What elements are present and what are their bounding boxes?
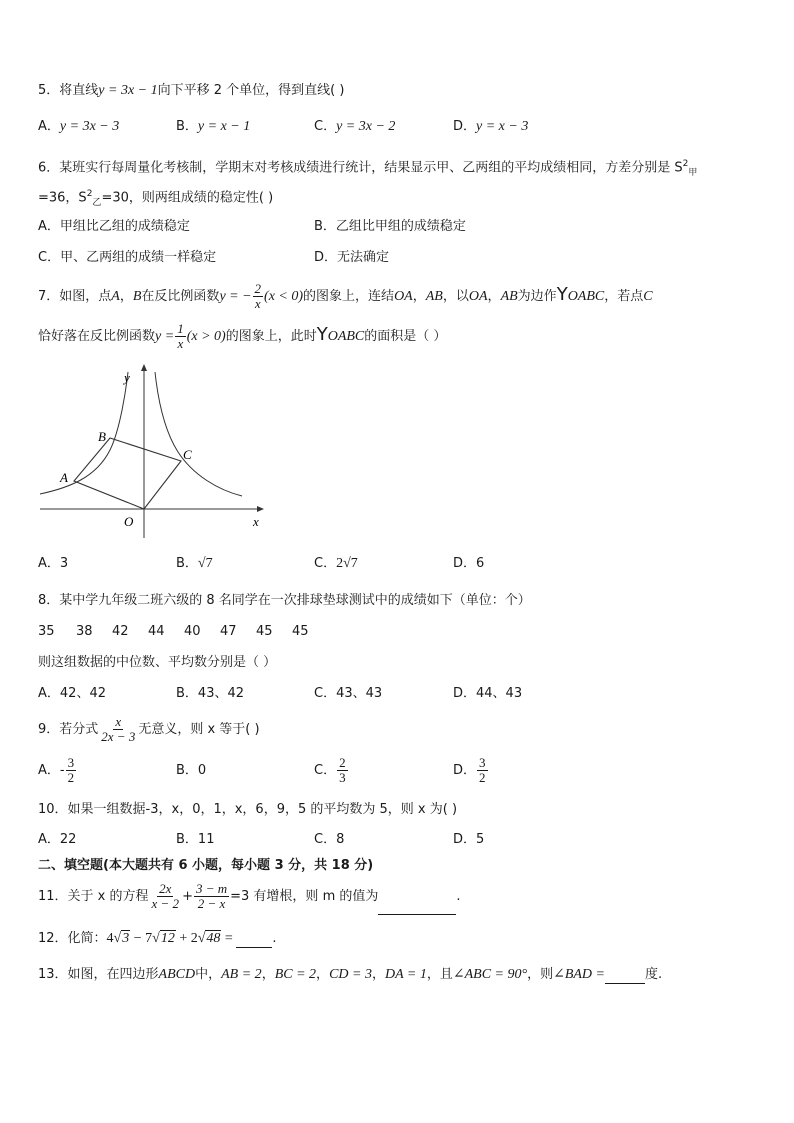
q8-scores: 35 38 42 44 40 47 45 45 xyxy=(38,624,309,639)
q7-option-c: C．2√7 xyxy=(314,556,358,571)
label-b: B xyxy=(98,429,106,444)
q6-sub1: 甲 xyxy=(688,167,698,178)
parallelogram-symbol-2: Y xyxy=(316,324,328,345)
label-a: A xyxy=(60,470,68,485)
q13-answer-blank[interactable] xyxy=(605,969,645,984)
q5-option-d: D．y = x − 3 xyxy=(453,119,529,134)
q8-option-a: A．42、42 xyxy=(38,686,106,701)
q5-line-eq: y = 3x − 1 xyxy=(98,83,158,98)
label-c: C xyxy=(183,447,192,462)
q11-answer-blank[interactable] xyxy=(378,900,456,915)
q7-fraction-1: $\frac{2}{x}$ xyxy=(254,281,262,311)
q6-option-c: C．甲、乙两组的成绩一样稳定 xyxy=(38,250,217,265)
label-y: y xyxy=(124,370,130,385)
q6-l2-suffix: =30，则两组成绩的稳定性( ) xyxy=(101,190,274,206)
q8-stem: 8．某中学九年级二班六级的 8 名同学在一次排球垫球测试中的成绩如下（单位：个） xyxy=(38,593,531,608)
q6-option-b: B．乙组比甲组的成绩稳定 xyxy=(314,219,466,234)
q9-stem: 9．若分式 $\frac{x}{2x - 3}$ 无意义，则 x 等于( ) xyxy=(38,714,260,744)
q7-figure xyxy=(38,360,278,540)
q6-stem-line1 xyxy=(38,155,697,182)
q10-stem: 10．如果一组数据-3，x，0，1，x，6，9，5 的平均数为 5，则 x 为( ) xyxy=(38,802,458,817)
q9-option-d: D． $\frac{3}{2}$ xyxy=(453,755,486,785)
q8-question: 则这组数据的中位数、平均数分别是（ ） xyxy=(38,655,277,670)
x-axis-arrow xyxy=(257,506,264,512)
q5-option-c: C．y = 3x − 2 xyxy=(314,119,396,134)
q9-fraction: $\frac{x}{2x - 3}$ xyxy=(101,714,136,744)
q7-fraction-2: $\frac{1}{x}$ xyxy=(177,321,184,351)
q6-sup1: 2 xyxy=(682,159,689,169)
q7-stem-line1: 7．如图，点A，B在反比例函数y = − $\frac{2}{x}$ (x < 0)的图象上，连结OA，AB，以OA，AB为边作YOABC，若点C xyxy=(38,281,653,311)
q6-option-d: D．无法确定 xyxy=(314,250,390,265)
q6-stem-line2 xyxy=(38,185,273,212)
q9-option-b: B．0 xyxy=(176,763,207,778)
q5-option-b: B．y = x − 1 xyxy=(176,119,251,134)
y-axis-arrow xyxy=(141,364,147,371)
q5-suffix: 向下平移 2 个单位，得到直线( ) xyxy=(157,83,345,98)
q9-option-a: A．- $\frac{3}{2}$ xyxy=(38,755,75,785)
label-origin: O xyxy=(124,514,134,529)
q7-stem-line2: 恰好落在反比例函数y = $\frac{1}{x}$ (x > 0)的图象上，此时YOABC的面积是（ ） xyxy=(38,321,447,351)
q5-prefix: 5．将直线 xyxy=(38,83,99,98)
q10-option-a: A．22 xyxy=(38,832,77,847)
section-heading: 二、填空题(本大题共有 6 小题，每小题 3 分，共 18 分) xyxy=(38,858,374,873)
label-x: x xyxy=(253,514,259,529)
q8-option-c: C．43、43 xyxy=(314,686,383,701)
q9-option-c: C． $\frac{2}{3}$ xyxy=(314,755,346,785)
curve-left xyxy=(40,372,128,494)
q11-fraction-1: $\frac{2x}{x - 2}$ xyxy=(151,881,180,911)
q6-option-a: A．甲组比乙组的成绩稳定 xyxy=(38,219,190,234)
q6-text: 6．某班实行每周量化考核制，学期末对考核成绩进行统计，结果显示甲、乙两组的平均成绩相同，方差分别是 S xyxy=(38,160,683,176)
q10-option-b: B．11 xyxy=(176,832,215,847)
q12-stem: 12．化简：4√3 − 7√12 + 2√48 = . xyxy=(38,931,277,946)
q13-stem: 13．如图，在四边形ABCD中，AB = 2，BC = 2，CD = 3，DA = 1，且∠ABC = 90°，则∠BAD = 度. xyxy=(38,967,663,982)
q5-option-a: A．y = 3x − 3 xyxy=(38,119,120,134)
q6-sub2: 乙 xyxy=(92,197,102,208)
q7-option-a: A．3 xyxy=(38,556,69,571)
q6-sup2: 2 xyxy=(86,189,93,199)
q10-option-c: C．8 xyxy=(314,832,345,847)
q8-option-d: D．44、43 xyxy=(453,686,523,701)
q11-fraction-2: $\frac{3 - m}{2 - x}$ xyxy=(195,881,228,911)
q7-option-b: B．√7 xyxy=(176,556,213,571)
q5-stem xyxy=(38,82,344,100)
q7-option-d: D．6 xyxy=(453,556,485,571)
parallelogram-symbol: Y xyxy=(556,284,568,305)
q10-option-d: D．5 xyxy=(453,832,485,847)
q11-stem: 11．关于 x 的方程 $\frac{2x}{x - 2}$ + $\frac{3 - m}{2 - x}$ =3 有增根，则 m 的值为 . xyxy=(38,879,461,915)
q6-l2-prefix: =36，S xyxy=(38,190,87,206)
q8-option-b: B．43、42 xyxy=(176,686,245,701)
q12-answer-blank[interactable] xyxy=(236,933,272,948)
